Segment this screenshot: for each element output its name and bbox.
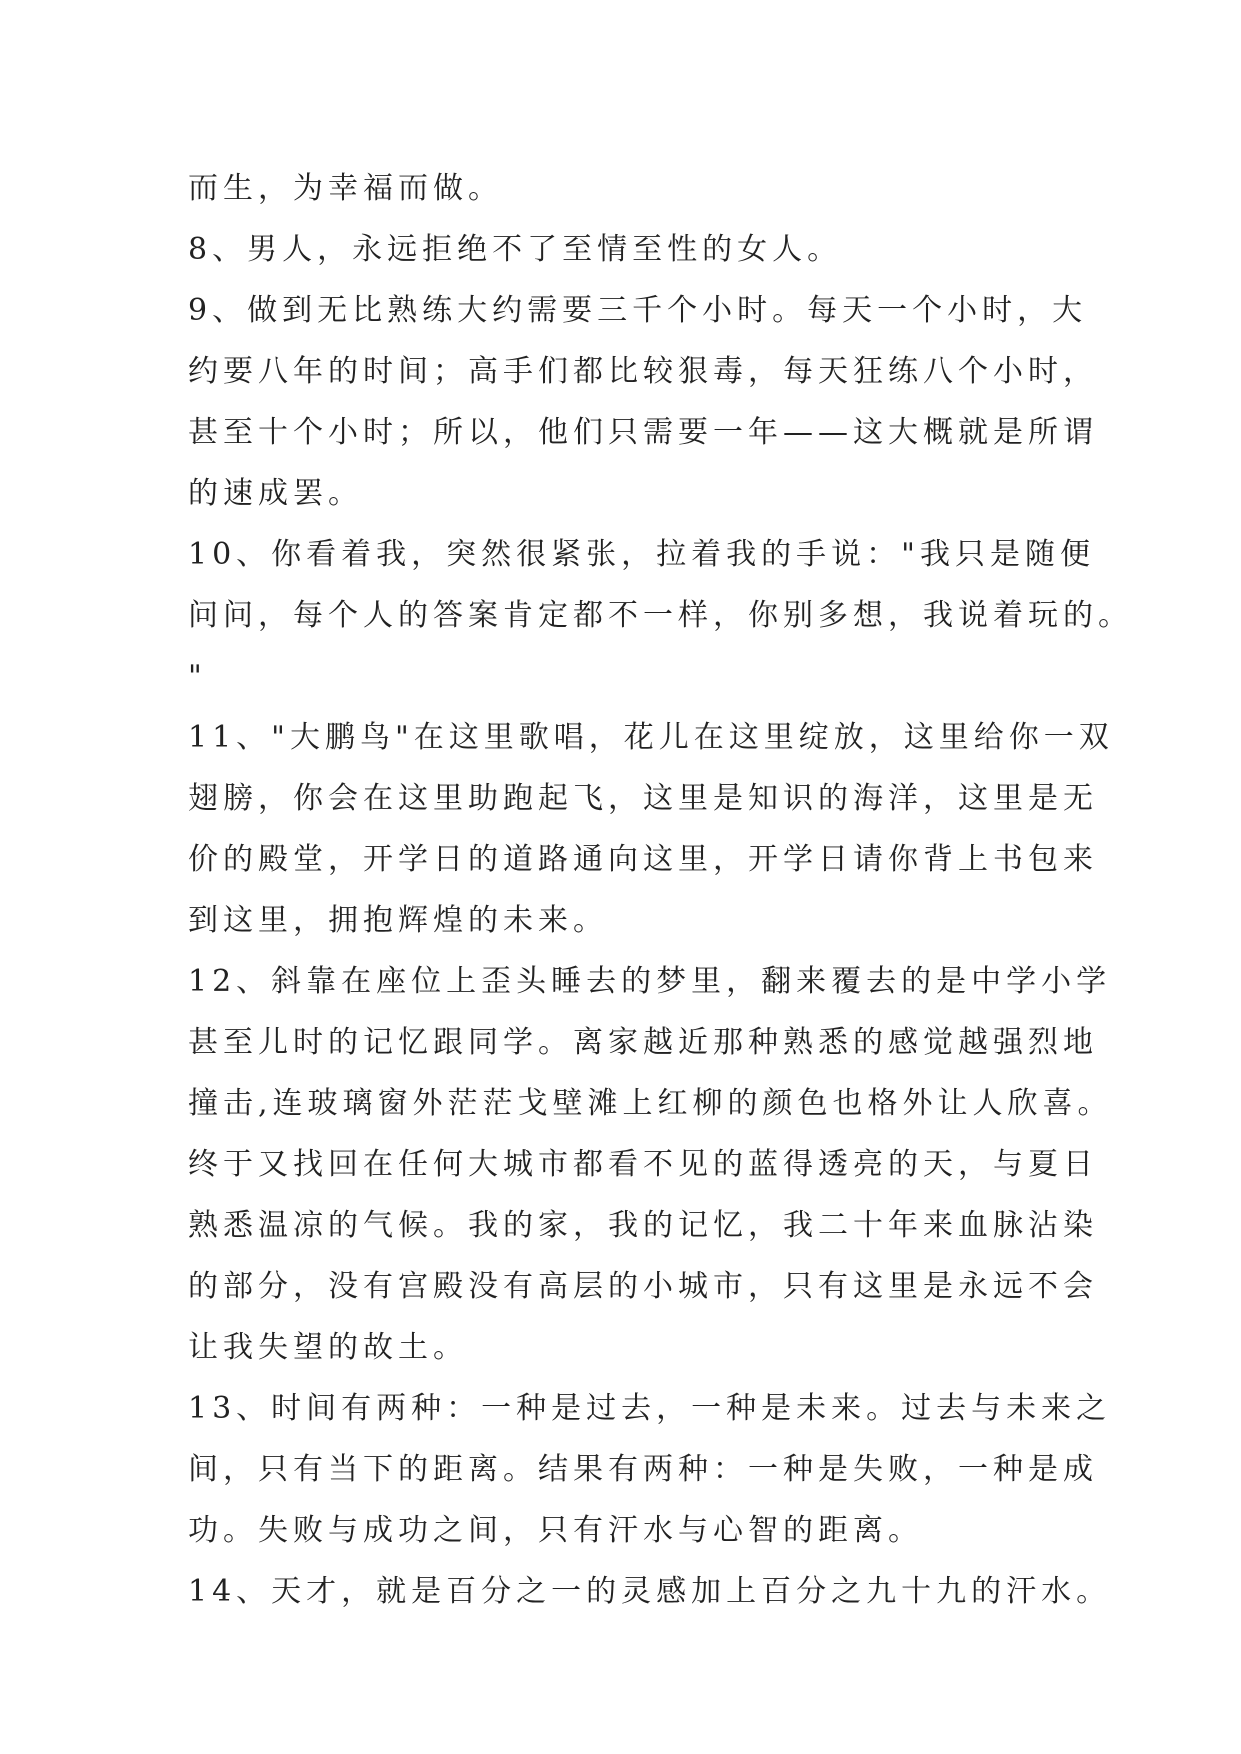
text-line: 到这里，拥抱辉煌的未来。	[188, 903, 608, 938]
text-line: 甚至儿时的记忆跟同学。离家越近那种熟悉的感觉越强烈地	[188, 1025, 1098, 1060]
text-line: 翅膀，你会在这里助跑起飞，这里是知识的海洋，这里是无	[188, 781, 1098, 816]
text-line: 的速成罢。	[188, 476, 363, 511]
text-line: 功。失败与成功之间，只有汗水与心智的距离。	[188, 1513, 923, 1548]
text-line: 9、做到无比熟练大约需要三千个小时。每天一个小时，大	[188, 293, 1088, 328]
text-line: 8、男人，永远拒绝不了至情至性的女人。	[188, 232, 843, 267]
text-line: 约要八年的时间；高手们都比较狠毒，每天狂练八个小时，	[188, 354, 1098, 389]
text-line: 价的殿堂，开学日的道路通向这里，开学日请你背上书包来	[188, 842, 1098, 877]
text-line: 10、你看着我，突然很紧张，拉着我的手说："我只是随便	[188, 537, 1095, 572]
text-line: 终于又找回在任何大城市都看不见的蓝得透亮的天，与夏日	[188, 1147, 1098, 1182]
document-body	[188, 158, 1133, 1622]
text-line: 间，只有当下的距离。结果有两种：一种是失败，一种是成	[188, 1452, 1098, 1487]
text-line: 让我失望的故土。	[188, 1330, 468, 1365]
text-line: 的部分，没有宫殿没有高层的小城市，只有这里是永远不会	[188, 1269, 1098, 1304]
text-line: 问问，每个人的答案肯定都不一样，你别多想，我说着玩的。	[188, 598, 1133, 633]
text-line: 撞击,连玻璃窗外茫茫戈壁滩上红柳的颜色也格外让人欣喜。	[188, 1086, 1113, 1121]
text-line: 13、时间有两种：一种是过去，一种是未来。过去与未来之	[188, 1391, 1112, 1426]
text-line: 熟悉温凉的气候。我的家，我的记忆，我二十年来血脉沾染	[188, 1208, 1098, 1243]
text-line: 而生，为幸福而做。	[188, 171, 503, 206]
text-line: 14、天才，就是百分之一的灵感加上百分之九十九的汗水。	[188, 1574, 1112, 1609]
text-line: "	[188, 659, 207, 694]
text-line: 11、"大鹏鸟"在这里歌唱，花儿在这里绽放，这里给你一双	[188, 720, 1114, 755]
text-line: 12、斜靠在座位上歪头睡去的梦里，翻来覆去的是中学小学	[188, 964, 1112, 999]
text-line: 甚至十个小时；所以，他们只需要一年——这大概就是所谓	[188, 415, 1098, 450]
